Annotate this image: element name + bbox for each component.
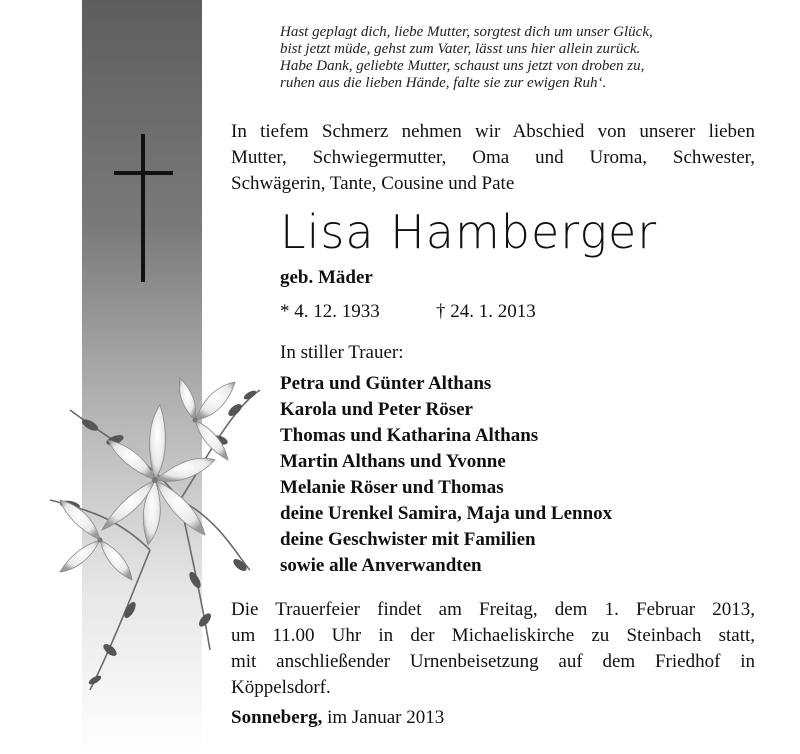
intro-line: In tiefem Schmerz nehmen wir Abschied von unserer lieben	[231, 121, 755, 142]
mourner-line: Thomas und Katharina Althans	[280, 425, 539, 446]
mourner-line: deine Geschwister mit Familien	[280, 529, 536, 550]
service-line: Die Trauerfeier findet am Freitag, dem 1. Februar 2013,	[231, 599, 755, 620]
service-line: um 11.00 Uhr in der Michaeliskirche zu Steinbach statt,	[231, 625, 755, 646]
intro-text	[231, 119, 755, 197]
mourner-line: Petra und Günter Althans	[280, 373, 492, 394]
closing-line	[231, 707, 444, 729]
poem-line: Habe Dank, geliebte Mutter, schaust uns jetzt von droben zu,	[280, 58, 645, 74]
intro-line: Schwägerin, Tante, Cousine und Pate	[231, 173, 515, 194]
cross-icon	[141, 134, 145, 282]
poem	[280, 24, 760, 92]
service-line: Köppelsdorf.	[231, 677, 331, 698]
deceased-name: Lisa Hamberger	[280, 205, 658, 259]
mourner-line: deine Urenkel Samira, Maja und Lennox	[280, 503, 613, 524]
poem-line: Hast geplagt dich, liebe Mutter, sorgtest dich um unser Glück,	[280, 24, 653, 40]
poem-line: bist jetzt müde, gehst zum Vater, lässt uns hier allein zurück.	[280, 41, 641, 57]
cross-icon-bar	[114, 171, 173, 175]
birth-date: * 4. 12. 1933	[280, 301, 380, 322]
born-name: geb. Mäder	[280, 267, 373, 288]
closing-place: Sonneberg,	[231, 707, 323, 728]
intro-line: Mutter, Schwiegermutter, Oma und Uroma, Schwester,	[231, 147, 755, 168]
closing-date: im Januar 2013	[327, 707, 445, 728]
mourner-line: sowie alle Anverwandten	[280, 555, 482, 576]
mourner-line: Martin Althans und Yvonne	[280, 451, 506, 472]
mourner-line: Melanie Röser und Thomas	[280, 477, 504, 498]
death-date: † 24. 1. 2013	[436, 301, 536, 322]
life-dates	[280, 301, 536, 323]
service-info	[231, 597, 755, 701]
service-line: mit anschließender Urnenbeisetzung auf dem Friedhof in	[231, 651, 755, 672]
mourning-label: In stiller Trauer:	[280, 342, 404, 363]
mourners-list	[280, 371, 612, 579]
mourner-line: Karola und Peter Röser	[280, 399, 473, 420]
poem-line: ruhen aus die lieben Hände, falte sie zur ewigen Ruh‘.	[280, 75, 607, 91]
